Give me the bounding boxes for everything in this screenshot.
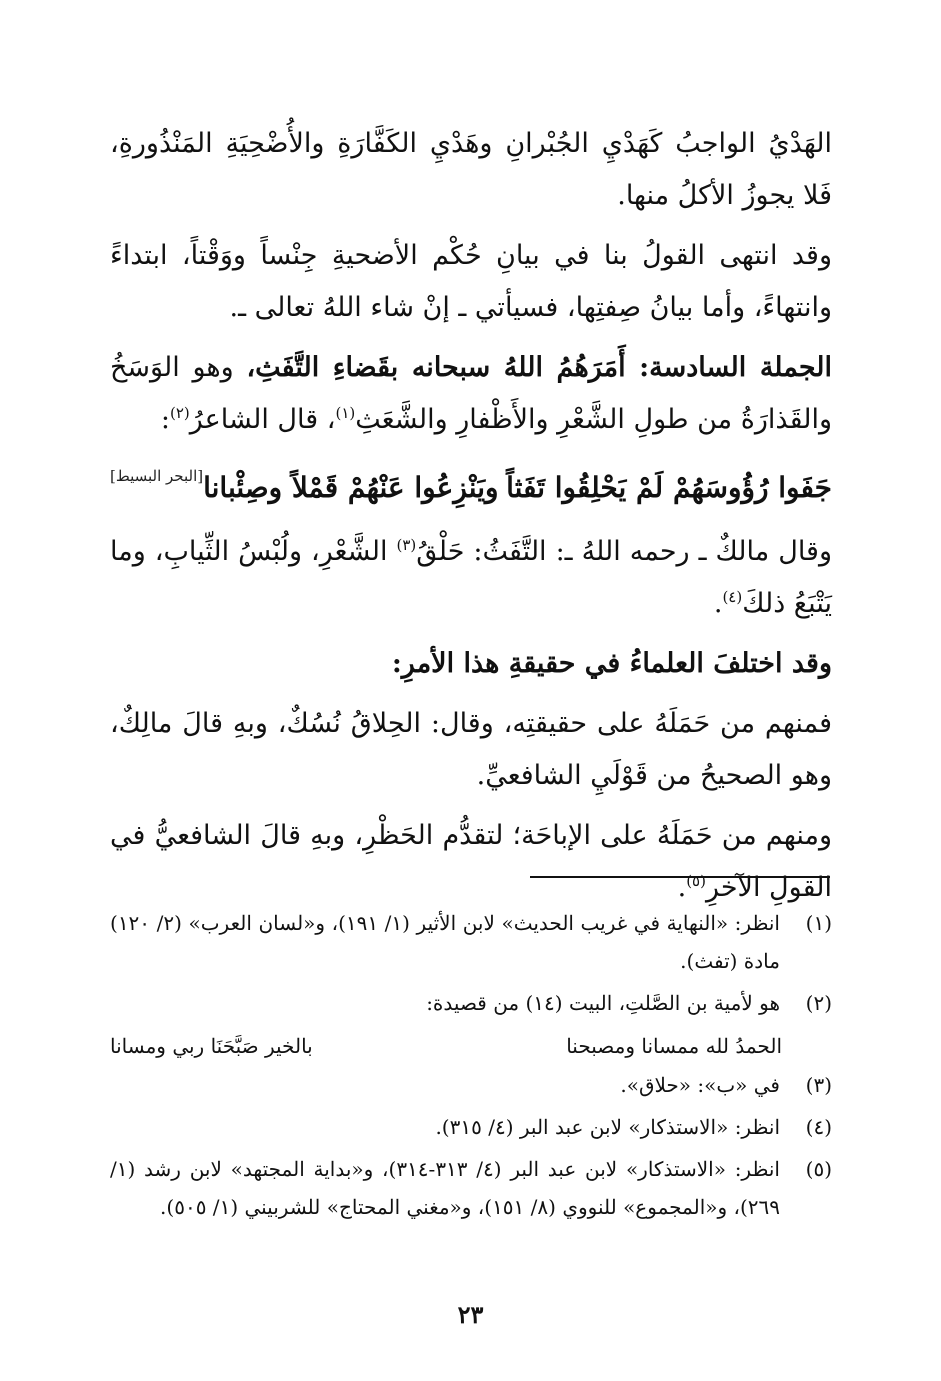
paragraph-7: [110, 810, 832, 914]
footnote-verse-first: الحمدُ لله ممسانا ومصبحنا: [566, 1034, 782, 1058]
footnote-text: في «ب»: «حلاق».: [620, 1073, 780, 1097]
footnote-separator: [530, 876, 830, 878]
paragraph-1: الهَدْيُ الواجبُ كَهَدْيِ الجُبْرانِ وهَدْيِ الكَفَّارَةِ والأُضْحِيَةِ المَنْذُورةِ، فَلا يجوزُ الأكلُ منها.: [110, 128, 833, 211]
footnote-ref-3: (٣): [396, 536, 417, 554]
main-text: [110, 118, 832, 922]
section-heading: الجملة السادسة: أَمَرَهُمُ اللهُ سبحانه بقَضاءِ التَّفَثِ،: [246, 352, 832, 383]
footnote-text: هو لأمية بن الصَّلتِ، البيت (١٤) من قصيدة:: [426, 991, 780, 1015]
paragraph-6: فمنهم من حَمَلَهُ على حقيقتِه، وقال: الحِلاقُ نُسُكٌ، وبهِ قالَ مالِكٌ، وهو الصحيحُ من قَوْلَيِ الشافعيِّ.: [110, 708, 832, 791]
footnote-text: انظر: «الاستذكار» لابن عبد البر (٤/ ٣١٥).: [435, 1115, 780, 1139]
verse-first-hemistich: جَفَوا رُؤُوسَهُمْ لَمْ يَحْلِقُوا تَفَثاً: [506, 471, 832, 504]
footnotes: [110, 904, 832, 1230]
paragraph-4-tail: الشَّعْرِ، ولُبْسُ الثِّيابِ، وما يَتْبَعُ ذلكَ: [110, 536, 832, 619]
footnote-number: (١): [805, 911, 832, 935]
poet-intro: ، قال الشاعرُ: [189, 404, 336, 435]
footnote-ref-2: (٢): [170, 404, 190, 422]
footnote-1: [110, 904, 832, 980]
footnote-number: (٥): [805, 1157, 832, 1181]
footnote-ref-1: (١): [335, 404, 356, 422]
footnote-4: [110, 1108, 832, 1146]
footnote-number: (٢): [805, 991, 832, 1015]
footnote-number: (٤): [805, 1115, 832, 1139]
paragraph-4-text: وقال مالكٌ ـ رحمه اللهُ ـ: التَّفَثُ: حَلْقُ: [416, 536, 832, 567]
footnote-ref-5: (٥): [686, 872, 706, 890]
verse-second-hemistich: ويَنْزِعُوا عَنْهُمْ قَمْلاً وصِئْبانا: [203, 471, 499, 504]
footnote-3: [110, 1066, 832, 1104]
footnote-ref-4: (٤): [722, 588, 743, 606]
colon: :: [160, 404, 170, 435]
paragraph-3: [110, 342, 832, 485]
paragraph-3-text: وهو الوَسَخُ والقَذارَةُ من طولِ الشَّعْرِ والأَظْفارِ والشَّعَثِ: [110, 352, 832, 435]
paragraph-2: وقد انتهى القولُ بنا في بيانِ حُكْم الأضحيةِ جِنْساً ووَقْتاً، ابتداءً وانتهاءً، وأما بيانُ صِفتِها، فسيأتي ـ إنْ شاء اللهُ تعالى ـ.: [110, 240, 832, 323]
footnote-2: [110, 984, 832, 1022]
footnote-number: (٣): [805, 1073, 832, 1097]
footnote-verse-second: بالخير صَبَّحَنَا ربي ومسانا: [110, 1034, 313, 1058]
footnote-5: [110, 1150, 832, 1226]
footnote-text: انظر: «النهاية في غريب الحديث» لابن الأثير (١/ ١٩١)، و«لسان العرب» (٢/ ١٢٠) مادة (تفث).: [110, 911, 780, 973]
period: .: [677, 872, 687, 903]
page-number: ٢٣: [457, 1300, 484, 1329]
period: .: [713, 588, 723, 619]
paragraph-5: وقد اختلفَ العلماءُ في حقيقةِ هذا الأمرِ:: [391, 648, 832, 679]
poetry-verse: [203, 460, 832, 516]
paragraph-7-text: ومنهم من حَمَلَهُ على الإباحَة؛ لتقدُّم الحَظْرِ، وبهِ قالَ الشافعيُّ في القولِ الآخرِ: [110, 820, 832, 903]
paragraph-4: [110, 526, 832, 630]
poetic-meter: [البحر البسيط]: [110, 467, 204, 485]
footnote-text: انظر: «الاستذكار» لابن عبد البر (٤/ ٣١٣-٣١٤)، و«بداية المجتهد» لابن رشد (١/ ٢٦٩)، و«المجموع» للنووي (٨/ ١٥١)، و«مغني المحتاج» للشربيني (١/ ٥٠٥).: [110, 1157, 780, 1219]
footnote-verse: [110, 1026, 782, 1066]
